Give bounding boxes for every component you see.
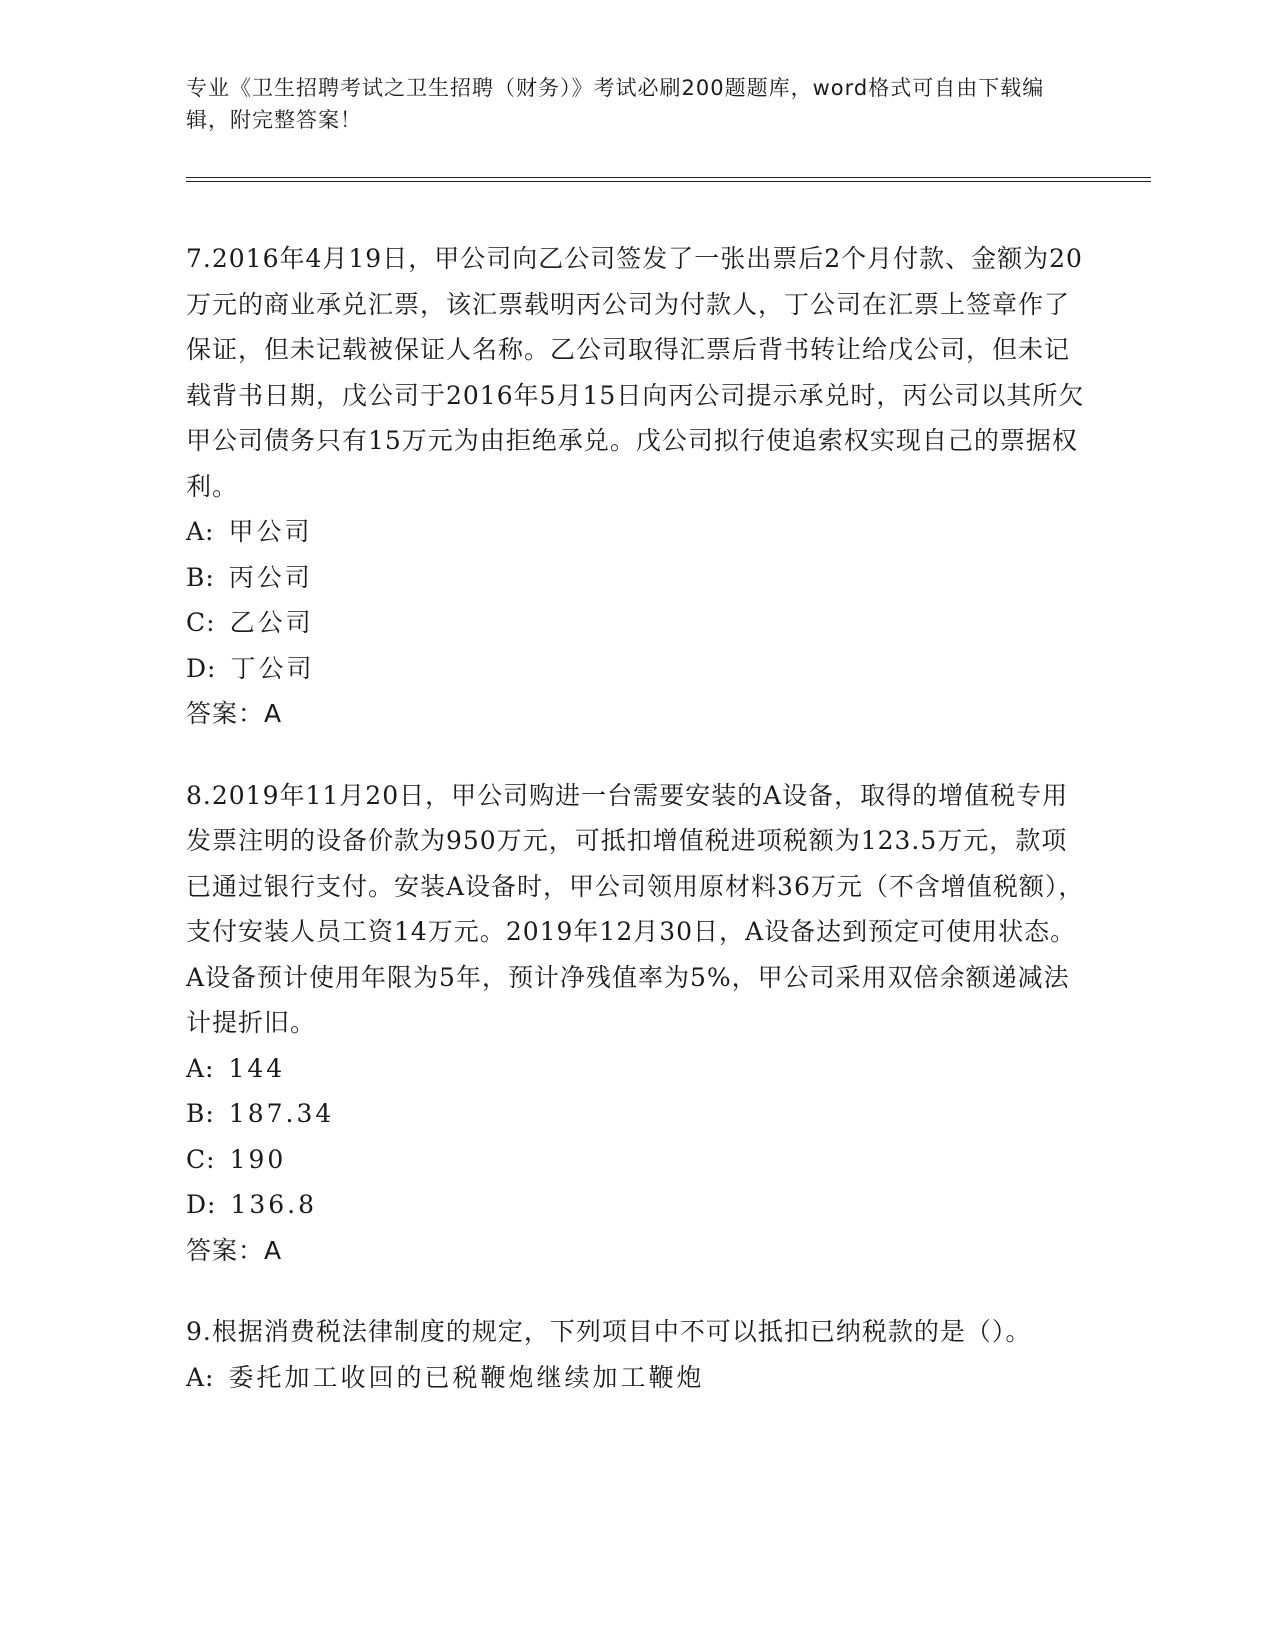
option-label: A: [186,517,215,546]
answer-line: 答案：A [186,699,283,728]
option-a [186,509,1086,555]
header-title: 专业《卫生招聘考试之卫生招聘（财务）》考试必刷200题题库，word格式可自由下载编辑，附完整答案！ [186,76,1045,132]
option-b [186,555,1086,601]
question-8 [186,773,1086,1274]
option-c [186,1137,1086,1183]
question-stem: 7.2016年4月19日，甲公司向乙公司签发了一张出票后2个月付款、金额为20万元的商业承兑汇票，该汇票载明丙公司为付款人，丁公司在汇票上签章作了保证，但未记载被保证人名称。乙公司取得汇票后背书转让给戊公司，但未记载背书日期，戊公司于2016年5月15日向丙公司提示承兑时，丙公司以其所欠甲公司债务只有15万元为由拒绝承兑。戊公司拟行使追索权实现自己的票据权利。 [186,244,1085,501]
option-text: 甲公司 [228,517,313,546]
question-list [186,236,1086,1436]
option-text: 乙公司 [229,608,314,637]
option-label: C: [186,608,216,637]
option-text: 丙公司 [228,562,313,592]
option-text: 委托加工收回的已税鞭炮继续加工鞭炮 [228,1362,705,1392]
option-text: 136.8 [230,1190,318,1219]
option-text: 190 [229,1144,287,1174]
header-divider [186,177,1151,182]
option-label: D: [186,653,217,683]
question-7 [186,236,1086,737]
option-b [186,1091,1086,1137]
option-label: A: [186,1053,215,1083]
option-label: B: [186,562,215,592]
option-label: A: [186,1362,215,1392]
option-label: D: [186,1190,217,1219]
document-header [186,72,1066,136]
answer-line: 答案：A [186,1235,283,1265]
option-a [186,1355,1086,1401]
question-stem: 8.2019年11月20日，甲公司购进一台需要安装的A设备，取得的增值税专用发票注明的设备价款为950万元，可抵扣增值税进项税额为123.5万元，款项已通过银行支付。安装A设备时，甲公司领用原材料36万元（不含增值税额），支付安装人员工资14万元。2019年12月30日，A设备达到预定可使用状态。A设备预计使用年限为5年，预计净残值率为5%，甲公司采用双倍余额递减法计提折旧。 [186,780,1085,1037]
option-text: 187.34 [228,1099,335,1128]
option-text: 丁公司 [230,653,315,683]
option-label: C: [186,1144,216,1174]
question-9 [186,1309,1086,1400]
option-d [186,1182,1086,1228]
option-text: 144 [228,1053,286,1083]
option-d [186,646,1086,692]
option-c [186,600,1086,646]
option-label: B: [186,1099,215,1128]
question-stem: 9.根据消费税法律制度的规定，下列项目中不可以抵扣已纳税款的是（）。 [186,1317,1032,1346]
option-a [186,1046,1086,1092]
